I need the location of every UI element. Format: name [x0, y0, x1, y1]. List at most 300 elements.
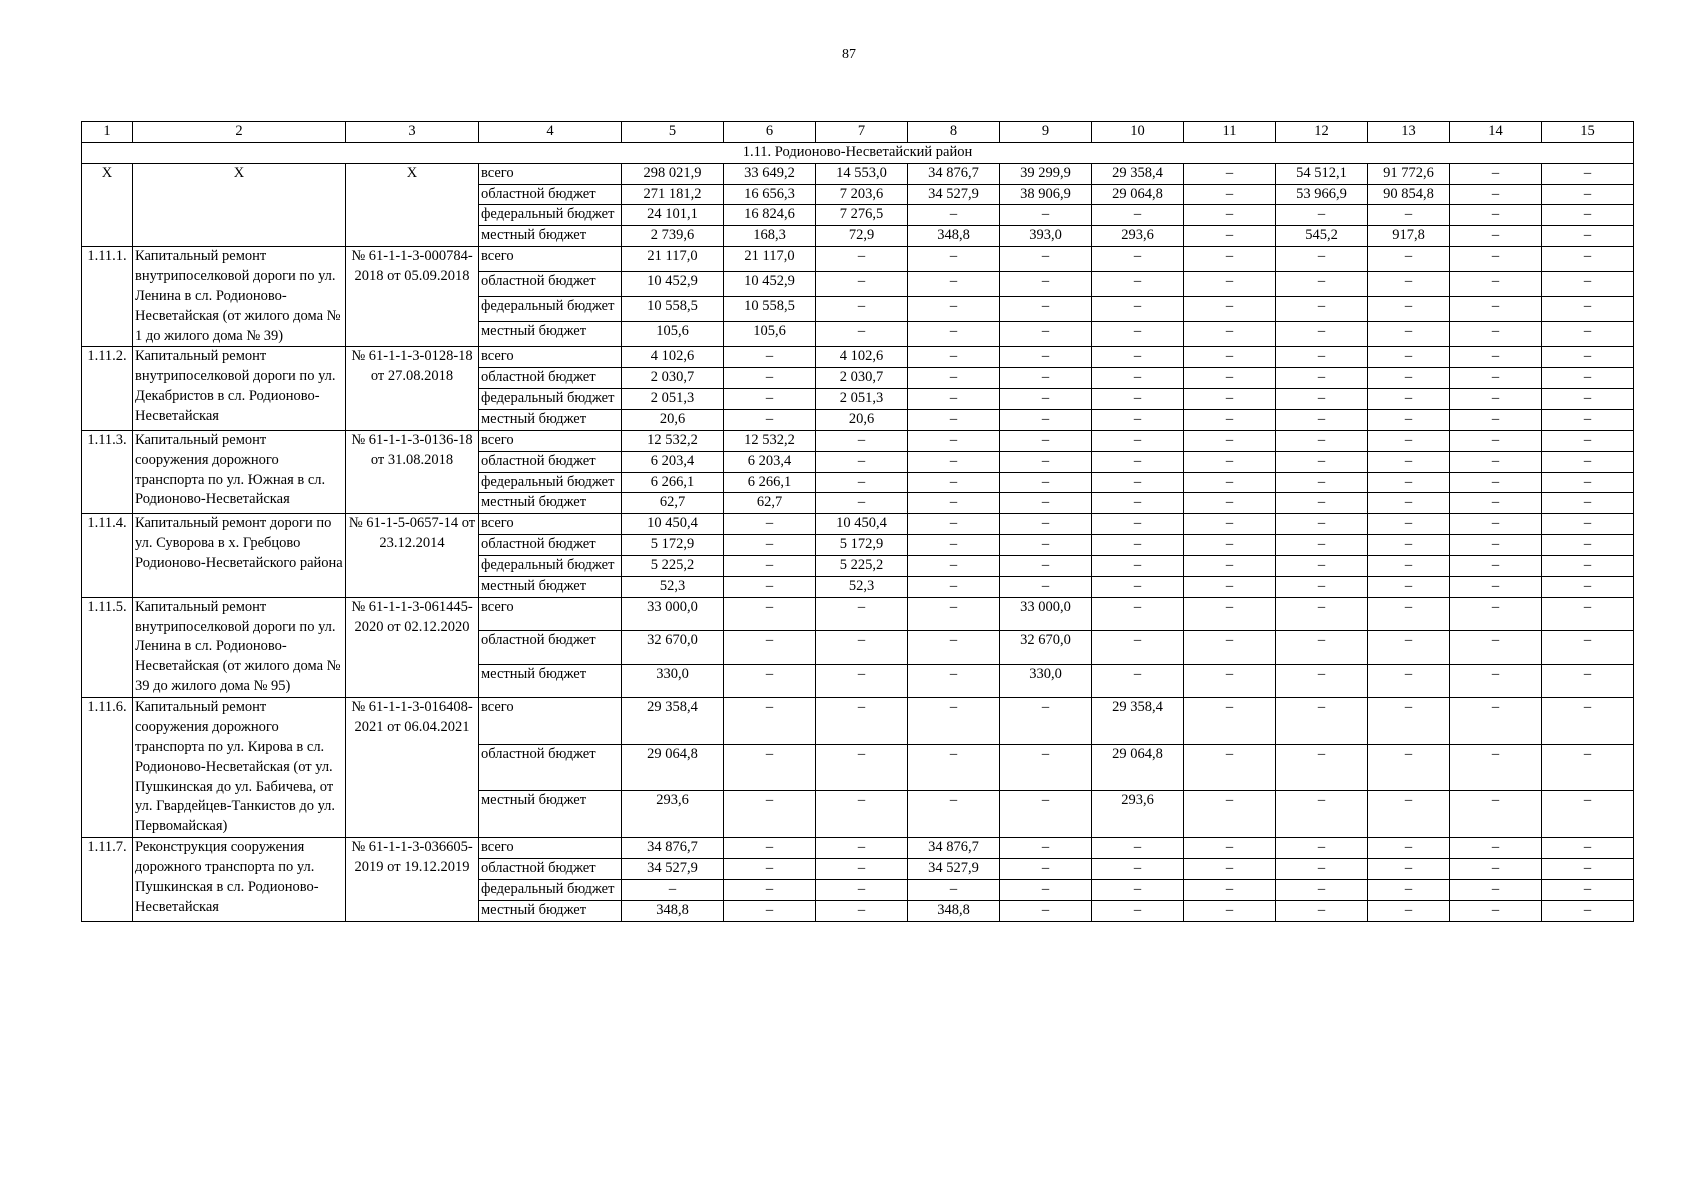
amount-cell: –: [1368, 744, 1450, 791]
amount-cell: 34 527,9: [908, 858, 1000, 879]
amount-cell: –: [816, 430, 908, 451]
item-name: Капитальный ремонт сооружения дорожного транспорта по ул. Южная в сл. Родионово-Несветайская: [133, 430, 346, 513]
amount-cell: –: [816, 597, 908, 630]
item-name: Капитальный ремонт сооружения дорожного транспорта по ул. Кирова в сл. Родионово-Несветайская (от ул. Пушкинская до ул. Бабичева, от ул. Гвардейцев-Танкистов до ул. Первомайская): [133, 698, 346, 838]
amount-cell: –: [908, 389, 1000, 410]
amount-cell: –: [1450, 297, 1542, 322]
amount-cell: 6 203,4: [724, 451, 816, 472]
column-number-7: 7: [816, 122, 908, 143]
amount-cell: –: [724, 535, 816, 556]
column-number-1: 1: [82, 122, 133, 143]
funding-source: областной бюджет: [479, 744, 622, 791]
amount-cell: –: [1368, 272, 1450, 297]
amount-cell: –: [1000, 858, 1092, 879]
amount-cell: 16 656,3: [724, 184, 816, 205]
amount-cell: –: [816, 322, 908, 347]
amount-cell: 29 064,8: [1092, 744, 1184, 791]
amount-cell: 168,3: [724, 226, 816, 247]
column-number-row: [82, 122, 1634, 143]
amount-cell: –: [1450, 410, 1542, 431]
amount-cell: –: [1542, 858, 1634, 879]
funding-source: областной бюджет: [479, 184, 622, 205]
amount-cell: 293,6: [622, 791, 724, 838]
amount-cell: –: [816, 900, 908, 921]
amount-cell: –: [1184, 389, 1276, 410]
amount-cell: –: [1368, 535, 1450, 556]
funding-source: федеральный бюджет: [479, 556, 622, 577]
column-number-12: 12: [1276, 122, 1368, 143]
amount-cell: –: [1000, 410, 1092, 431]
amount-cell: –: [1184, 514, 1276, 535]
amount-cell: 34 876,7: [908, 838, 1000, 859]
funding-source: местный бюджет: [479, 664, 622, 697]
amount-cell: –: [1000, 272, 1092, 297]
amount-cell: –: [1542, 451, 1634, 472]
amount-cell: –: [1368, 322, 1450, 347]
amount-cell: 10 452,9: [724, 272, 816, 297]
amount-cell: –: [1184, 535, 1276, 556]
amount-cell: –: [1542, 576, 1634, 597]
amount-cell: –: [1450, 247, 1542, 272]
column-number-6: 6: [724, 122, 816, 143]
amount-cell: –: [1000, 879, 1092, 900]
column-number-8: 8: [908, 122, 1000, 143]
amount-cell: 14 553,0: [816, 163, 908, 184]
amount-cell: –: [1092, 368, 1184, 389]
amount-cell: –: [1542, 514, 1634, 535]
amount-cell: –: [1542, 631, 1634, 664]
amount-cell: –: [1542, 493, 1634, 514]
budget-table: [81, 121, 1634, 922]
amount-cell: –: [1092, 247, 1184, 272]
amount-cell: –: [1184, 631, 1276, 664]
amount-cell: –: [1450, 879, 1542, 900]
amount-cell: –: [1092, 858, 1184, 879]
amount-cell: –: [1276, 322, 1368, 347]
amount-cell: –: [724, 389, 816, 410]
funding-source: областной бюджет: [479, 858, 622, 879]
amount-cell: –: [724, 631, 816, 664]
table-row: [82, 430, 1634, 451]
amount-cell: 32 670,0: [1000, 631, 1092, 664]
amount-cell: –: [816, 451, 908, 472]
table-row: [82, 163, 1634, 184]
amount-cell: –: [1092, 472, 1184, 493]
funding-source: всего: [479, 514, 622, 535]
amount-cell: –: [1184, 347, 1276, 368]
amount-cell: –: [1000, 556, 1092, 577]
amount-cell: 29 064,8: [1092, 184, 1184, 205]
amount-cell: –: [908, 514, 1000, 535]
amount-cell: –: [816, 838, 908, 859]
amount-cell: –: [1000, 389, 1092, 410]
amount-cell: –: [724, 347, 816, 368]
amount-cell: –: [1000, 744, 1092, 791]
amount-cell: –: [1184, 272, 1276, 297]
amount-cell: –: [1450, 472, 1542, 493]
amount-cell: 12 532,2: [724, 430, 816, 451]
amount-cell: 5 172,9: [816, 535, 908, 556]
amount-cell: 34 876,7: [622, 838, 724, 859]
amount-cell: –: [1184, 410, 1276, 431]
amount-cell: –: [1368, 247, 1450, 272]
amount-cell: –: [816, 698, 908, 745]
amount-cell: 33 649,2: [724, 163, 816, 184]
amount-cell: –: [908, 791, 1000, 838]
amount-cell: –: [1368, 430, 1450, 451]
amount-cell: 2 739,6: [622, 226, 724, 247]
amount-cell: –: [1542, 368, 1634, 389]
amount-cell: –: [1184, 226, 1276, 247]
item-name: Х: [133, 163, 346, 246]
amount-cell: –: [1276, 410, 1368, 431]
amount-cell: –: [1092, 631, 1184, 664]
amount-cell: –: [1276, 272, 1368, 297]
amount-cell: –: [1542, 184, 1634, 205]
amount-cell: –: [1368, 698, 1450, 745]
amount-cell: –: [1276, 664, 1368, 697]
amount-cell: –: [1000, 791, 1092, 838]
funding-source: всего: [479, 838, 622, 859]
amount-cell: –: [1276, 879, 1368, 900]
amount-cell: –: [1368, 472, 1450, 493]
amount-cell: –: [816, 791, 908, 838]
amount-cell: –: [1542, 791, 1634, 838]
amount-cell: 39 299,9: [1000, 163, 1092, 184]
amount-cell: –: [1184, 838, 1276, 859]
amount-cell: –: [1450, 597, 1542, 630]
amount-cell: 6 266,1: [622, 472, 724, 493]
amount-cell: –: [1184, 184, 1276, 205]
amount-cell: –: [1276, 389, 1368, 410]
amount-cell: 105,6: [622, 322, 724, 347]
column-number-14: 14: [1450, 122, 1542, 143]
item-document: № 61-1-1-3-000784-2018 от 05.09.2018: [346, 247, 479, 347]
amount-cell: 7 203,6: [816, 184, 908, 205]
amount-cell: 53 966,9: [1276, 184, 1368, 205]
amount-cell: –: [1542, 322, 1634, 347]
amount-cell: –: [1450, 184, 1542, 205]
amount-cell: 348,8: [622, 900, 724, 921]
amount-cell: –: [1000, 838, 1092, 859]
funding-source: всего: [479, 597, 622, 630]
amount-cell: 54 512,1: [1276, 163, 1368, 184]
amount-cell: –: [816, 493, 908, 514]
amount-cell: –: [1184, 744, 1276, 791]
amount-cell: –: [724, 664, 816, 697]
item-document: № 61-1-1-3-061445-2020 от 02.12.2020: [346, 597, 479, 697]
amount-cell: 20,6: [816, 410, 908, 431]
amount-cell: –: [724, 744, 816, 791]
amount-cell: –: [816, 858, 908, 879]
amount-cell: –: [1000, 514, 1092, 535]
amount-cell: 10 558,5: [622, 297, 724, 322]
amount-cell: –: [908, 451, 1000, 472]
amount-cell: 16 824,6: [724, 205, 816, 226]
item-name: Капитальный ремонт внутрипоселковой дороги по ул. Ленина в сл. Родионово-Несветайская (от жилого дома № 39 до жилого дома № 95): [133, 597, 346, 697]
amount-cell: –: [1542, 205, 1634, 226]
amount-cell: –: [1368, 791, 1450, 838]
amount-cell: –: [1542, 698, 1634, 745]
amount-cell: –: [908, 744, 1000, 791]
amount-cell: –: [1450, 389, 1542, 410]
amount-cell: –: [1184, 664, 1276, 697]
section-title: 1.11. Родионово-Несветайский район: [82, 142, 1634, 163]
funding-source: федеральный бюджет: [479, 297, 622, 322]
amount-cell: –: [1184, 900, 1276, 921]
amount-cell: –: [1184, 879, 1276, 900]
amount-cell: 29 358,4: [622, 698, 724, 745]
amount-cell: –: [622, 879, 724, 900]
funding-source: федеральный бюджет: [479, 205, 622, 226]
amount-cell: –: [1276, 247, 1368, 272]
amount-cell: –: [1184, 858, 1276, 879]
amount-cell: –: [908, 205, 1000, 226]
amount-cell: 29 358,4: [1092, 698, 1184, 745]
funding-source: всего: [479, 347, 622, 368]
amount-cell: –: [1184, 247, 1276, 272]
amount-cell: –: [724, 900, 816, 921]
amount-cell: 5 225,2: [816, 556, 908, 577]
item-code: Х: [82, 163, 133, 246]
amount-cell: –: [1450, 205, 1542, 226]
amount-cell: –: [816, 664, 908, 697]
amount-cell: –: [1000, 535, 1092, 556]
column-number-10: 10: [1092, 122, 1184, 143]
amount-cell: –: [1000, 493, 1092, 514]
amount-cell: –: [1450, 744, 1542, 791]
amount-cell: –: [816, 744, 908, 791]
amount-cell: 29 064,8: [622, 744, 724, 791]
amount-cell: –: [1368, 514, 1450, 535]
amount-cell: –: [1092, 535, 1184, 556]
amount-cell: –: [908, 664, 1000, 697]
amount-cell: –: [1368, 368, 1450, 389]
amount-cell: –: [1368, 389, 1450, 410]
amount-cell: –: [1276, 744, 1368, 791]
amount-cell: 4 102,6: [816, 347, 908, 368]
amount-cell: 293,6: [1092, 791, 1184, 838]
amount-cell: –: [1450, 664, 1542, 697]
amount-cell: –: [1184, 576, 1276, 597]
amount-cell: –: [816, 297, 908, 322]
item-code: 1.11.7.: [82, 838, 133, 921]
amount-cell: 5 172,9: [622, 535, 724, 556]
amount-cell: –: [1000, 900, 1092, 921]
amount-cell: 33 000,0: [622, 597, 724, 630]
item-name: Капитальный ремонт дороги по ул. Суворова в х. Гребцово Родионово-Несветайского района: [133, 514, 346, 597]
page-number: 87: [842, 47, 856, 62]
column-number-4: 4: [479, 122, 622, 143]
amount-cell: 52,3: [816, 576, 908, 597]
amount-cell: 10 450,4: [816, 514, 908, 535]
amount-cell: –: [1368, 205, 1450, 226]
amount-cell: –: [908, 368, 1000, 389]
amount-cell: –: [816, 247, 908, 272]
amount-cell: –: [1368, 297, 1450, 322]
amount-cell: –: [908, 322, 1000, 347]
table-row: [82, 347, 1634, 368]
amount-cell: 348,8: [908, 900, 1000, 921]
amount-cell: 330,0: [1000, 664, 1092, 697]
amount-cell: –: [1276, 576, 1368, 597]
amount-cell: 917,8: [1368, 226, 1450, 247]
amount-cell: 330,0: [622, 664, 724, 697]
amount-cell: –: [1276, 493, 1368, 514]
amount-cell: –: [1000, 205, 1092, 226]
funding-source: местный бюджет: [479, 791, 622, 838]
amount-cell: –: [1450, 631, 1542, 664]
amount-cell: 10 450,4: [622, 514, 724, 535]
amount-cell: –: [908, 410, 1000, 431]
funding-source: местный бюджет: [479, 493, 622, 514]
amount-cell: –: [724, 858, 816, 879]
amount-cell: –: [1450, 226, 1542, 247]
amount-cell: 545,2: [1276, 226, 1368, 247]
item-document: № 61-1-1-3-036605-2019 от 19.12.2019: [346, 838, 479, 921]
amount-cell: –: [908, 430, 1000, 451]
amount-cell: –: [1276, 838, 1368, 859]
column-number-5: 5: [622, 122, 724, 143]
amount-cell: –: [1542, 556, 1634, 577]
item-code: 1.11.2.: [82, 347, 133, 430]
amount-cell: –: [816, 272, 908, 297]
amount-cell: –: [1542, 347, 1634, 368]
amount-cell: –: [1092, 347, 1184, 368]
funding-source: всего: [479, 698, 622, 745]
amount-cell: –: [724, 698, 816, 745]
funding-source: всего: [479, 430, 622, 451]
column-number-9: 9: [1000, 122, 1092, 143]
amount-cell: –: [1184, 597, 1276, 630]
amount-cell: –: [724, 838, 816, 859]
amount-cell: 293,6: [1092, 226, 1184, 247]
amount-cell: –: [1368, 838, 1450, 859]
funding-source: федеральный бюджет: [479, 879, 622, 900]
amount-cell: –: [1184, 368, 1276, 389]
amount-cell: –: [1000, 297, 1092, 322]
amount-cell: 2 030,7: [622, 368, 724, 389]
amount-cell: –: [1276, 514, 1368, 535]
amount-cell: 90 854,8: [1368, 184, 1450, 205]
amount-cell: –: [1276, 597, 1368, 630]
item-code: 1.11.1.: [82, 247, 133, 347]
amount-cell: –: [1276, 472, 1368, 493]
amount-cell: –: [1542, 900, 1634, 921]
amount-cell: 62,7: [622, 493, 724, 514]
amount-cell: –: [724, 597, 816, 630]
item-document: Х: [346, 163, 479, 246]
amount-cell: –: [1092, 597, 1184, 630]
amount-cell: –: [1368, 631, 1450, 664]
amount-cell: 105,6: [724, 322, 816, 347]
amount-cell: –: [1542, 879, 1634, 900]
item-document: № 61-1-1-3-0128-18 от 27.08.2018: [346, 347, 479, 430]
amount-cell: 6 266,1: [724, 472, 816, 493]
amount-cell: 91 772,6: [1368, 163, 1450, 184]
amount-cell: 34 527,9: [622, 858, 724, 879]
item-name: Реконструкция сооружения дорожного транспорта по ул. Пушкинская в сл. Родионово-Несветайская: [133, 838, 346, 921]
amount-cell: 34 876,7: [908, 163, 1000, 184]
item-document: № 61-1-1-3-0136-18 от 31.08.2018: [346, 430, 479, 513]
amount-cell: –: [1450, 900, 1542, 921]
amount-cell: –: [1450, 698, 1542, 745]
amount-cell: –: [1542, 297, 1634, 322]
amount-cell: 38 906,9: [1000, 184, 1092, 205]
amount-cell: –: [908, 493, 1000, 514]
amount-cell: 2 030,7: [816, 368, 908, 389]
amount-cell: –: [724, 791, 816, 838]
amount-cell: –: [908, 597, 1000, 630]
amount-cell: –: [1450, 791, 1542, 838]
amount-cell: 29 358,4: [1092, 163, 1184, 184]
amount-cell: –: [724, 410, 816, 431]
funding-source: всего: [479, 163, 622, 184]
item-document: № 61-1-5-0657-14 от 23.12.2014: [346, 514, 479, 597]
amount-cell: –: [1450, 430, 1542, 451]
table-row: [82, 514, 1634, 535]
amount-cell: –: [1368, 410, 1450, 431]
amount-cell: –: [1092, 297, 1184, 322]
amount-cell: –: [724, 879, 816, 900]
funding-source: федеральный бюджет: [479, 472, 622, 493]
amount-cell: –: [1092, 576, 1184, 597]
funding-source: местный бюджет: [479, 576, 622, 597]
funding-source: федеральный бюджет: [479, 389, 622, 410]
amount-cell: –: [1184, 451, 1276, 472]
item-code: 1.11.4.: [82, 514, 133, 597]
amount-cell: –: [1092, 838, 1184, 859]
amount-cell: –: [1000, 430, 1092, 451]
amount-cell: –: [1542, 389, 1634, 410]
amount-cell: –: [1542, 410, 1634, 431]
amount-cell: –: [1542, 226, 1634, 247]
amount-cell: –: [1450, 493, 1542, 514]
table-row: [82, 838, 1634, 859]
amount-cell: –: [908, 347, 1000, 368]
amount-cell: –: [1542, 744, 1634, 791]
item-code: 1.11.3.: [82, 430, 133, 513]
amount-cell: –: [1542, 535, 1634, 556]
funding-source: областной бюджет: [479, 451, 622, 472]
amount-cell: –: [1184, 322, 1276, 347]
amount-cell: –: [1092, 664, 1184, 697]
table-row: [82, 247, 1634, 272]
amount-cell: –: [816, 879, 908, 900]
amount-cell: 4 102,6: [622, 347, 724, 368]
amount-cell: 10 558,5: [724, 297, 816, 322]
amount-cell: –: [1092, 514, 1184, 535]
amount-cell: –: [1184, 556, 1276, 577]
amount-cell: –: [1276, 451, 1368, 472]
table-body: [82, 122, 1634, 922]
table-row: [82, 698, 1634, 745]
amount-cell: –: [1000, 322, 1092, 347]
amount-cell: 2 051,3: [622, 389, 724, 410]
amount-cell: –: [1276, 556, 1368, 577]
amount-cell: –: [1542, 597, 1634, 630]
amount-cell: –: [1276, 297, 1368, 322]
amount-cell: –: [1000, 368, 1092, 389]
funding-source: местный бюджет: [479, 900, 622, 921]
amount-cell: –: [1276, 535, 1368, 556]
amount-cell: –: [908, 535, 1000, 556]
amount-cell: –: [1450, 556, 1542, 577]
amount-cell: –: [1368, 858, 1450, 879]
amount-cell: –: [1450, 514, 1542, 535]
amount-cell: –: [1092, 900, 1184, 921]
amount-cell: –: [1450, 163, 1542, 184]
